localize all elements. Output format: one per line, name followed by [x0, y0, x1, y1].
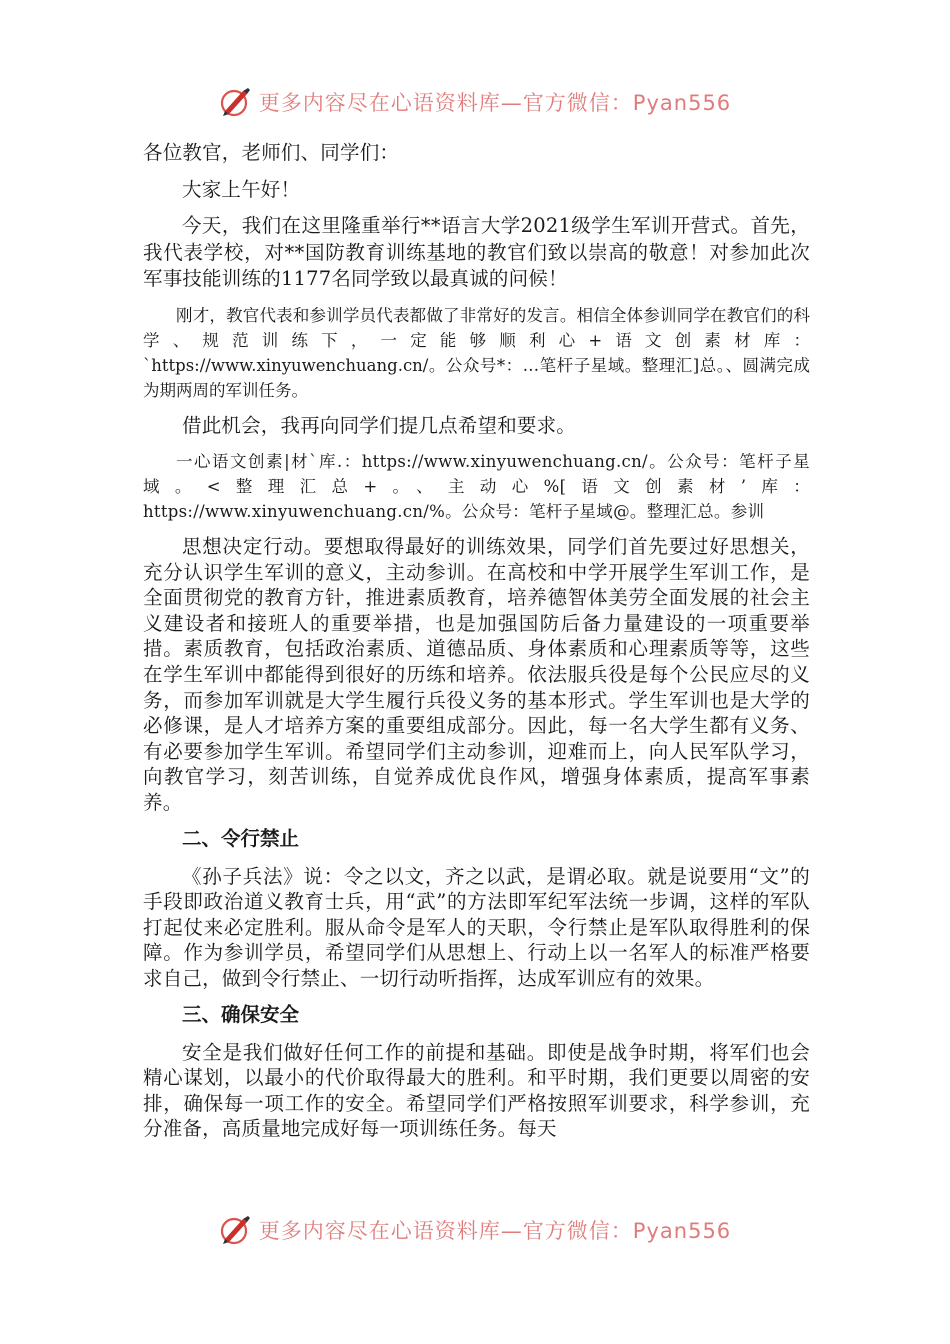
footer-banner-text: 更多内容尽在心语资料库—官方微信：Pyan556	[258, 1219, 732, 1243]
paragraph-speeches: 刚才，教官代表和参训学员代表都做了非常好的发言。相信全体参训同学在教官们的科学、规范训练下，一定能够顺利心+语文创素材库：`https://www.xinyuwenchuang.cn/。公众号*：…笔杆子星域。整理汇]总。、圆满完成为期两周的军训任务。	[143, 305, 810, 400]
section-heading-2: 二、令行禁止	[182, 826, 300, 850]
paragraph-opening: 今天，我们在这里隆重举行**语言大学2021级学生军训开营式。首先，我代表学校，对**国防教育训练基地的教官们致以崇高的敬意！对参加此次军事技能训练的1177名同学致以最真诚的问候！	[143, 214, 810, 290]
document-body	[143, 140, 810, 1152]
header-banner	[0, 80, 950, 124]
header-banner-text: 更多内容尽在心语资料库—官方微信：Pyan556	[258, 91, 732, 115]
paragraph-watermark-text: 一心语文创素|材`库.：https://www.xinyuwenchuang.cn/。公众号：笔杆子星域。<整理汇总+。、主动心%[语文创素材’库：https://www.xinyuwenchuang.cn/%。公众号：笔杆子星域@。整理汇总。参训	[143, 452, 810, 521]
pen-logo-icon	[219, 85, 253, 119]
section-heading-3: 三、确保安全	[182, 1002, 300, 1026]
paragraph-discipline: 《孙子兵法》说：令之以文，齐之以武，是谓必取。就是说要用“文”的手段即政治道义教育士兵，用“武”的方法即军纪军法统一步调，这样的军队打起仗来必定胜利。服从命令是军人的天职，令行禁止是军队取得胜利的保障。作为参训学员，希望同学们从思想上、行动上以一名军人的标准严格要求自己，做到令行禁止、一切行动听指挥，达成军训应有的效果。	[143, 864, 810, 990]
paragraph-safety: 安全是我们做好任何工作的前提和基础。即使是战争时期，将军们也会精心谋划，以最小的代价取得最大的胜利。和平时期，我们更要以周密的安排，确保每一项工作的安全。希望同学们严格按照军训要求，科学参训，充分准备，高质量地完成好每一项训练任务。每天	[143, 1040, 810, 1141]
pen-logo-icon	[219, 1213, 253, 1247]
paragraph-hopes: 借此机会，我再向同学们提几点希望和要求。	[182, 413, 577, 437]
footer-banner	[0, 1208, 950, 1252]
greeting: 大家上午好！	[182, 177, 301, 201]
salutation: 各位教官，老师们、同学们：	[143, 141, 400, 164]
paragraph-thinking: 思想决定行动。要想取得最好的训练效果，同学们首先要过好思想关，充分认识学生军训的意义，主动参训。在高校和中学开展学生军训工作，是全面贯彻党的教育方针，推进素质教育，培养德智体美劳全面发展的社会主义建设者和接班人的重要举措，也是加强国防后备力量建设的一项重要举措。素质教育，包括政治素质、道德品质、身体素质和心理素质等等，这些在学生军训中都能得到很好的历练和培养。依法服兵役是每个公民应尽的义务，而参加军训就是大学生履行兵役义务的基本形式。学生军训也是大学的必修课，是人才培养方案的重要组成部分。因此，每一名大学生都有义务、有必要参加学生军训。希望同学们主动参训，迎难而上，向人民军队学习，向教官学习，刻苦训练，自觉养成优良作风，增强身体素质，提高军事素养。	[143, 535, 810, 814]
